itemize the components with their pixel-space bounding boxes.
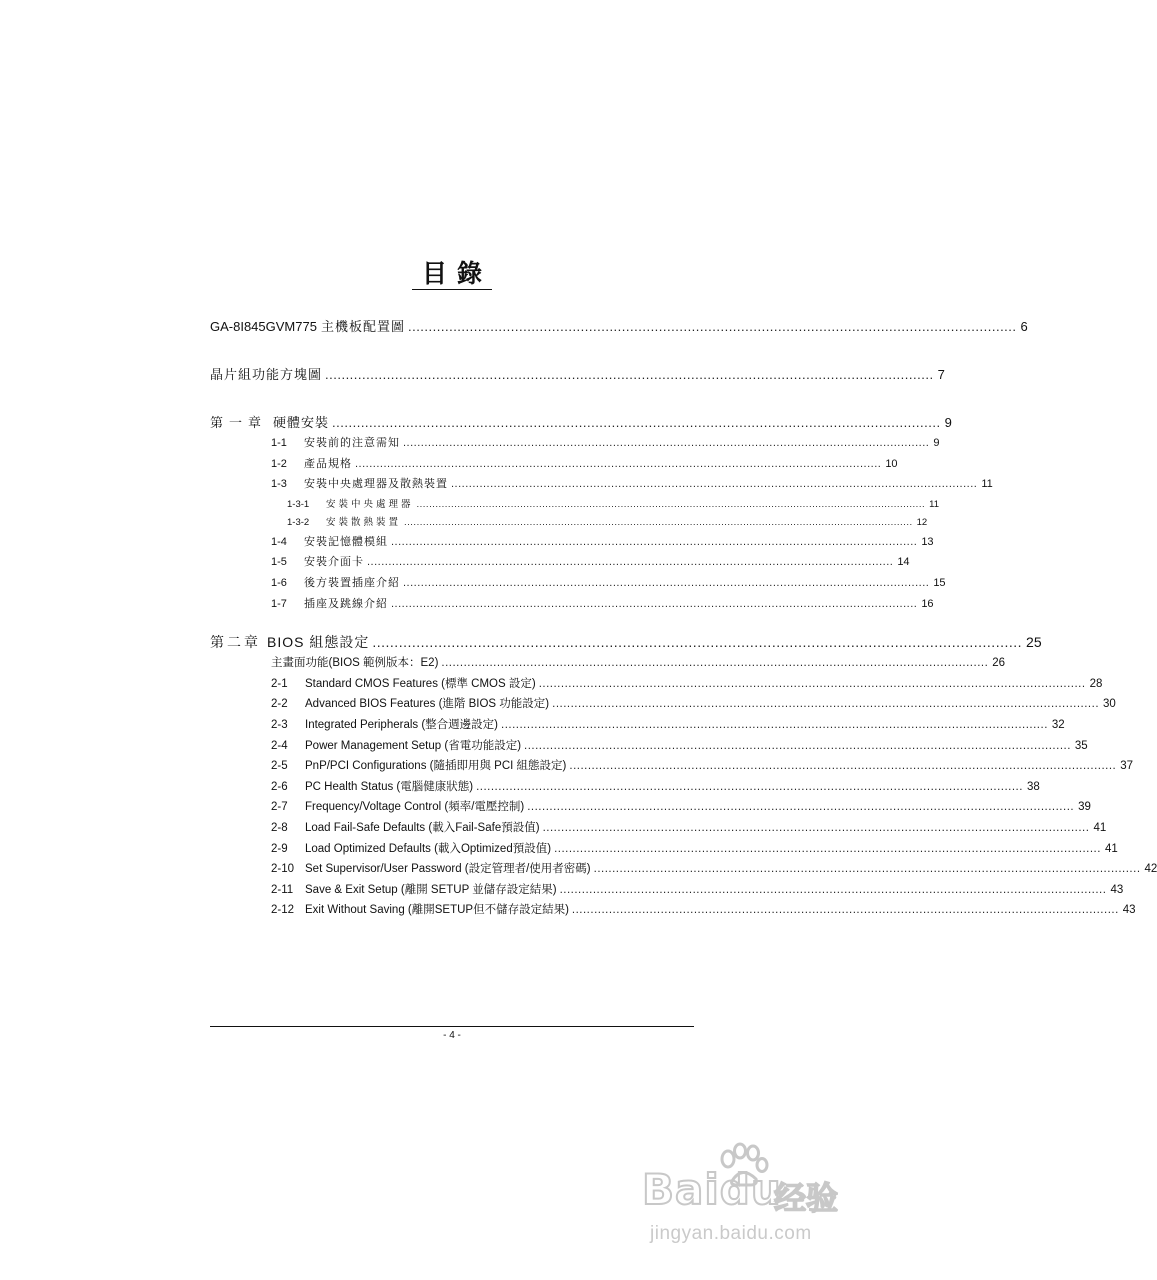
leader-dots: .................................................................................................................................................... — [451, 478, 978, 491]
item-label: Save & Exit Setup (離開 SETUP 並儲存設定結果) — [305, 883, 557, 896]
leader-dots: .................................................................................................................................................... — [593, 863, 1141, 876]
item-label: 安裝記憶體模組 — [304, 535, 388, 548]
item-page: 41 — [1093, 821, 1107, 834]
item-number: 1-3-2 — [287, 517, 310, 529]
toc-item-intro[interactable] — [210, 654, 1006, 675]
toc-item-2-1[interactable] — [210, 675, 1103, 696]
item-number: 2-12 — [271, 904, 295, 917]
item-number: 2-9 — [271, 842, 288, 855]
item-label: Load Optimized Defaults (載入Optimized預設值) — [305, 842, 552, 855]
toc-item-1-5[interactable] — [210, 553, 910, 574]
leader-dots: .................................................................................................................................................... — [407, 319, 1017, 334]
item-number: 2-11 — [271, 883, 294, 896]
leader-dots: .................................................................................................................................................... — [569, 760, 1117, 773]
leader-dots: .................................................................................................................................................................. — [416, 498, 926, 510]
item-number: 1-5 — [271, 556, 287, 569]
toc-item-1-2[interactable] — [210, 455, 898, 476]
item-page: 28 — [1089, 677, 1103, 690]
toc-chapter-2[interactable] — [210, 632, 1042, 654]
toc-item-1-3-1[interactable] — [210, 496, 939, 515]
item-number: 2-5 — [271, 760, 288, 773]
item-page: 12 — [916, 517, 928, 529]
toc-item-2-3[interactable] — [210, 716, 1065, 737]
leader-dots: .................................................................................................................................................... — [524, 739, 1071, 752]
toc-item-2-10[interactable] — [210, 860, 1157, 881]
item-page: 32 — [1051, 718, 1065, 731]
item-number: 2-3 — [271, 718, 288, 731]
item-page: 30 — [1103, 698, 1116, 711]
item-page: 43 — [1122, 904, 1136, 917]
item-page: 37 — [1120, 760, 1134, 773]
toc-item-2-7[interactable] — [210, 798, 1091, 819]
toc-item-1-3-2[interactable] — [210, 514, 928, 533]
item-label: 插座及跳線介紹 — [304, 597, 388, 610]
toc-item-1-6[interactable] — [210, 574, 946, 595]
leader-dots: .................................................................................................................................................... — [571, 904, 1119, 917]
leader-dots: .................................................................................................................................................... — [476, 780, 1023, 793]
item-number: 1-6 — [271, 576, 287, 589]
item-number: 2-7 — [271, 801, 288, 814]
item-number: 2-4 — [271, 739, 288, 752]
item-page: 16 — [921, 597, 934, 610]
item-label: 產品規格 — [304, 457, 352, 470]
item-number: 2-8 — [271, 821, 288, 834]
item-number: 2-10 — [271, 863, 295, 876]
toc-item-2-2[interactable] — [210, 695, 1116, 716]
leader-dots: .................................................................................................................................................... — [559, 883, 1107, 896]
item-label: 後方裝置插座介紹 — [304, 576, 400, 589]
item-number: 2-6 — [271, 780, 288, 793]
leader-dots: .................................................................................................................................................... — [355, 457, 882, 470]
item-label: 主畫面功能(BIOS 範例版本：E2) — [271, 657, 439, 670]
leader-dots: .................................................................................................................................................... — [441, 657, 989, 670]
chapter-label: 硬體安裝 — [273, 415, 330, 430]
item-page: 11 — [929, 498, 939, 510]
item-page: 41 — [1104, 842, 1118, 855]
item-page: 35 — [1074, 739, 1088, 752]
leader-dots: .................................................................................................................................................... — [538, 677, 1086, 690]
item-page: 10 — [885, 457, 898, 470]
chapter-page: 25 — [1026, 634, 1042, 651]
leader-dots: .................................................................................................................................................... — [552, 698, 1100, 711]
item-page: 13 — [921, 535, 934, 548]
item-label: Load Fail-Safe Defaults (載入Fail-Safe預設值) — [305, 821, 540, 834]
leader-dots: .................................................................................................................................................... — [403, 576, 930, 589]
watermark-url: jingyan.baidu.com — [650, 1223, 812, 1244]
item-number: 1-1 — [271, 437, 287, 449]
leader-dots: .................................................................................................................................................... — [527, 801, 1075, 814]
toc-item-2-12[interactable] — [210, 901, 1136, 922]
page-title — [0, 254, 904, 290]
toc-entry-label: 晶片組功能方塊圖 — [210, 367, 323, 382]
baidu-watermark — [632, 1143, 872, 1263]
item-page: 9 — [933, 437, 940, 449]
item-number: 1-7 — [271, 597, 287, 610]
toc-item-1-4[interactable] — [210, 533, 934, 554]
item-label: PnP/PCI Configurations (隨插即用與 PCI 組態設定) — [305, 760, 567, 773]
toc-entry-prefix: GA-8I845GVM775 — [210, 319, 317, 334]
leader-dots: .................................................................................................................................................... — [367, 556, 894, 569]
item-page: 11 — [981, 478, 993, 491]
toc-item-2-4[interactable] — [210, 737, 1088, 758]
item-page: 38 — [1026, 780, 1040, 793]
item-label: Power Management Setup (省電功能設定) — [305, 739, 522, 752]
chapter-number: 第一章 — [210, 415, 268, 430]
item-label: 安裝中央處理器及散熱裝置 — [304, 478, 448, 491]
leader-dots: .................................................................................................................................................... — [403, 437, 930, 449]
watermark-cn: 经验 — [774, 1180, 839, 1216]
item-page: 26 — [992, 657, 1006, 670]
toc-item-2-6[interactable] — [210, 778, 1040, 799]
toc-entry-page: 7 — [937, 367, 945, 382]
toc-item-1-7[interactable] — [210, 595, 934, 616]
item-label: 安裝中央處理器 — [326, 498, 414, 510]
table-of-contents — [210, 316, 1157, 922]
item-label: Set Supervisor/User Password (設定管理者/使用者密碼) — [305, 863, 591, 876]
item-number: 1-2 — [271, 457, 287, 470]
leader-dots: .................................................................................................................................................... — [325, 367, 934, 382]
toc-entry-page: 6 — [1020, 319, 1028, 334]
toc-item-2-8[interactable] — [210, 819, 1107, 840]
item-page: 42 — [1144, 863, 1157, 876]
toc-item-2-5[interactable] — [210, 757, 1134, 778]
item-label: 安裝前的注意需知 — [304, 437, 400, 449]
chapter-page: 9 — [944, 415, 952, 430]
item-page: 14 — [897, 556, 910, 569]
item-number: 2-2 — [271, 698, 288, 711]
leader-dots: .................................................................................................................................................... — [501, 718, 1048, 731]
toc-entry-layout-map[interactable] — [210, 316, 1028, 338]
item-label: PC Health Status (電腦健康狀態) — [305, 780, 474, 793]
item-page: 43 — [1110, 883, 1124, 896]
title-text: 目錄 — [412, 259, 492, 290]
toc-item-2-9[interactable] — [210, 840, 1118, 861]
item-number: 1-3 — [271, 478, 287, 491]
chapter-number: 第二章 — [210, 634, 261, 651]
item-label: Frequency/Voltage Control (頻率/電壓控制) — [305, 801, 525, 814]
item-label: Exit Without Saving (離開SETUP但不儲存設定結果) — [305, 904, 569, 917]
item-label: Advanced BIOS Features (進階 BIOS 功能設定) — [305, 698, 550, 711]
item-number: 1-4 — [271, 535, 287, 548]
leader-dots: .................................................................................................................................................................. — [404, 517, 913, 529]
leader-dots: .................................................................................................................................................... — [391, 597, 918, 610]
item-label: 安裝介面卡 — [304, 556, 364, 569]
leader-dots: .................................................................................................................................................... — [372, 634, 1023, 651]
leader-dots: .................................................................................................................................................... — [332, 415, 941, 430]
toc-item-1-3[interactable] — [210, 475, 993, 496]
item-label: Integrated Peripherals (整合週邊設定) — [305, 718, 499, 731]
footer-rule — [210, 1026, 694, 1027]
page-number: - 4 - — [443, 1030, 461, 1041]
leader-dots: .................................................................................................................................................... — [554, 842, 1101, 855]
toc-entry-label: 主機板配置圖 — [320, 319, 405, 334]
item-page: 39 — [1078, 801, 1091, 814]
toc-chapter-1[interactable] — [210, 412, 952, 434]
item-page: 15 — [933, 576, 946, 589]
item-label: 安裝散熱裝置 — [326, 517, 402, 529]
toc-item-1-1[interactable] — [210, 434, 940, 455]
leader-dots: .................................................................................................................................................... — [542, 821, 1090, 834]
chapter-label: BIOS 組態設定 — [267, 634, 370, 651]
watermark-logo: Baidu — [642, 1165, 782, 1214]
leader-dots: .................................................................................................................................................... — [391, 535, 918, 548]
item-label: Standard CMOS Features (標準 CMOS 設定) — [305, 677, 536, 690]
item-number: 1-3-1 — [287, 498, 310, 510]
item-number: 2-1 — [271, 677, 288, 690]
toc-item-2-11[interactable] — [210, 881, 1124, 902]
toc-entry-block-diagram[interactable] — [210, 364, 945, 386]
